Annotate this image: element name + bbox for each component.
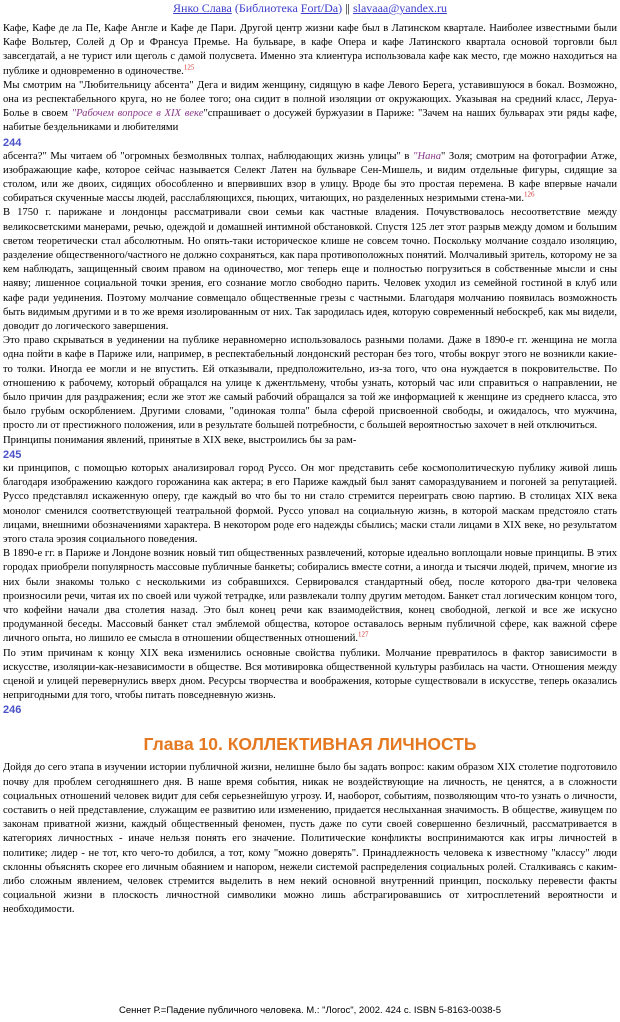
cited-title: "Нана (413, 150, 441, 162)
paragraph: В 1890-е гг. в Париже и Лондоне возник новый тип общественных развлечений, которые идеально воплощали новые принципы. В этих городах приобрели популярность массовые публичные банкеты; собирались вместе сотни, а иногда и тысячи людей, причем, многие из них были знакомы только с несколькими из собравшихся. Сервировался стандартный обед, после которого два-три человека произносили речи, читая их по своей или чужой тетрадке, или развлекали толпу другим методом. Банкет стал логическим концом того, что кофейни начали два столетия назад. Это был конец речи как взаимодействия, конец свободной, легкой и все же искусно продуманной беседы. Массовый банкет стал эмблемой общества, которое оставалось верным публичной сфере, как важной сфере личного опыта, но лишило ее смысла в отношении общественных отношений.$^{127}$ (3, 548, 617, 645)
cited-title: "Рабочем вопросе в XIX веке (71, 108, 204, 120)
footnote-ref[interactable]: 127 (358, 630, 369, 639)
library-prefix: (Библиотека (234, 1, 301, 15)
footnote-ref[interactable]: 125 (183, 63, 195, 72)
paragraph: Кафе, Кафе де ла Пе, Кафе Англе и Кафе де Пари. Другой центр жизни кафе был в Латинском квартале. Наиболее известными были Кафе Вольтер, Солей д Ор и Франсуа Премье. На бульваре, в кафе Опера и кафе Латинского квартала основой торговли был завсегдатай, а не турист или щеголь с дамой полусвета. Именно эта клиентура использовала кафе как место, где можно находиться на публике и одновременно в одиночестве.$^{125}$ (3, 23, 617, 77)
document-body (3, 22, 617, 918)
library-suffix: ) (338, 1, 343, 15)
page-header (0, 1, 620, 15)
page-number: 246 (3, 704, 22, 717)
header-separator: || (345, 1, 350, 15)
chapter-title: Глава 10. КОЛЛЕКТИВНАЯ ЛИЧНОСТЬ (143, 734, 477, 755)
paragraph: Дойдя до сего этапа в изучении истории публичной жизни, нелишне было бы задать вопрос: каким образом XIX столетие подготовило почву для проблем сегодняшнего дня. В наше время события, никак не воздействующие на личность, не ценятся, а в сложности социальных отношений человек видит для себя серьезнейшую угрозу. И, наоборот, событиям, позволяющим что-то узнать о личности, составить о ней представление, служащим ее развитию или изменению, придается неслыханная значимость. В обществе, живущем по законам приватной жизни, каждый общественный феномен, пусть даже по сути своей совершенно безличный, рассматривается в категориях личностных - иначе нельзя понять его значение. Политические конфликты воспринимаются как игры личностей в политике; лидер - не тот, кто чего-то добился, а тот, кому "можно доверять". Принадлежность человека к известному "классу" люди склонны объяснять скорее его личным обаянием и напором, нежели системой распределения социальных ролей. Сталкиваясь с каким-либо сложным явлением, человек стремится выделить в нем некий основной внутренний принцип, поскольку перевести факты социальной жизни в плоскость личностной символики можно лишь абстрагировавшись от хитросплетений вероятности и необходимости. (3, 762, 617, 916)
page-footer: Сеннет Р.=Падение публичного человека. М.: "Логос", 2002. 424 с. ISBN 5-8163-0038-5 (119, 1005, 501, 1016)
paragraph: Это право скрываться в уединении на публике неравномерно использовалось разными полами. Даже в 1890-е гг. женщина не могла одна пойти в кафе в Париже или, например, в респектабельный лондонский ресторан без того, чтобы вокруг этого не возникли какие-то толки. Иногда ее могли и не впустить. Ей отказывали, предположительно, из-за того, что она нуждается в покровительстве. По отношению к рабочему, который обращался на улице к джентльмену, чтобы узнать, который час или справиться о направлении, не было причин для раздражения; если же этот же самый рабочий обращался за той же информацией к женщине из среднего класса, это было грубым оскорблением. Другими словами, "одинокая толпа" была сферой присвоенной свободы, и ожидалось, что мужчина, просто ли от престижного положения, или в результате большей потребности, с большей вероятностью захочет в ней отключиться. (3, 335, 617, 432)
email-link[interactable]: slavaaa@yandex.ru (352, 1, 447, 15)
fortda-link[interactable]: Fort/Da (300, 1, 339, 15)
paragraph: ки принципов, с помощью которых анализировал город Руссо. Он мог представить себе космополитическую публику живой лишь благодаря изображению каждого горожанина как актера; в его Париже каждый был занят самораздуванием и погоней за репутацией. Руссо представлял искаженную оперу, где каждый во что бы то ни стало стремится переиграть свою партию. В столицах XIX века монолог сменился соответствующей театральной формой. Руссо уповал на социальную жизнь, в которой маскам предстояло стать лицами, внешними обозначениями характера. В некотором роде его надежды сбылись; маски стали лицами в XIX веке, но результатом этого стала эрозия социального поведения. (3, 462, 617, 545)
paragraph: Принципы понимания явлений, принятые в XIX веке, выстроились бы за рам- (3, 434, 357, 446)
page-number: 245 (3, 448, 22, 461)
paragraph: В 1750 г. парижане и лондонцы рассматривали свои семьи как частные владения. Почувствовалось несоответствие между великосветскими манерами, речью, одеждой и домашней интимной обстановкой. Спустя 125 лет этот разрыв между домом и большим светом теоретически стал абсолютным. Но опять-таки историческое клише не совсем точно. Поскольку молчание создало изоляцию, разделение общественного/частного не должно сохраняться, как пара противоположных понятий. Молчаливый зритель, которому не за кем наблюдать, защищенный своим правом на одиночество, мог теперь еще и полностью погрузиться в собственные мысли и сны наяву; лишенное социальной точки зрения, его сознание могло свободно парить. Человек уходил из семейной гостиной в клуб или кафе ради уединения. Поэтому молчание совмещало общественные грезы с частными. Благодаря молчанию появилась возможность быть видимым другими и в то же время изолированным от них. Так зародилась идея, которую современный небоскреб, как мы видели, доводит до логического завершения. (3, 207, 617, 333)
paragraph: По этим причинам к концу XIX века изменились основные свойства публики. Молчание превратилось в фактор зависимости в искусстве, изоляции-как-независимости в обществе. Вся мотивировка общественной культуры разбилась на части. Отношения между сценой и улицей перевернулись вверх дном. Ресурсы творчества и воображения, которые существовали в искусстве, теперь оказались непригодными для того, чтобы питать повседневную жизнь. (3, 647, 617, 702)
paragraph: Мы смотрим на "Любительницу абсента" Дега и видим женщину, сидящую в кафе Левого Берега, уставившуюся в бокал. Возможно, она из респектабельного круга, но не более того; она сидит в полной изоляции от окружающих. Указывая на средний класс, Леруа-Болье в своем "Рабочем вопросе в XIX веке"спрашивает о досужей буржуазии в Париже: "Зачем на наших бульварах эти ряды кафе, набитые бездельниками и любителями (3, 79, 618, 134)
page-number: 244 (3, 136, 22, 149)
paragraph: абсента?" Мы читаем об "огромных безмолвных толпах, наблюдающих жизнь улицы" в "Нана" Золя; смотрим на фотографии Атже, изображающие кафе, которое сейчас называется Селект Латен на бульваре Сен-Мишель, и видим отдельные фигуры, сидящие за столом, или же двоих, сидящих обособленно и впервивших взор в улицу. Вроде бы это простая перемена. В кафе впервые начали собираться скученные массы людей, расслабляющихся, пьющих, читающих, но разделенных незримыми стена-ми.$^{126}$ (3, 150, 617, 205)
footnote-ref[interactable]: 126 (523, 190, 535, 199)
author-link[interactable]: Янко Слава (173, 1, 232, 15)
